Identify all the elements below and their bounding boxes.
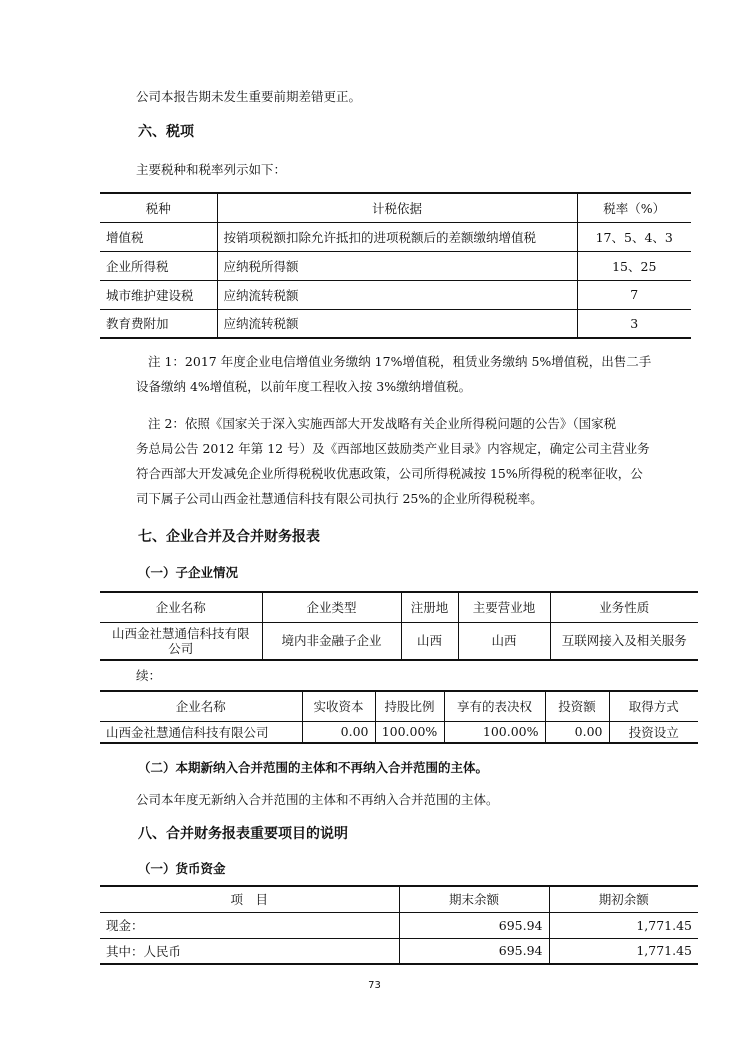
note-2-line-3: 符合西部大开发减免企业所得税税收优惠政策，公司所得税减按 15%所得税的税率征收，公: [136, 466, 643, 481]
tax-rate: 3: [577, 309, 691, 338]
cash-item: 现金：: [100, 912, 399, 938]
table-row: [100, 938, 698, 964]
tax-basis: 应纳税所得额: [217, 251, 577, 280]
cash-begin: 1,771.45: [549, 938, 698, 964]
note-1-line-2: 设备缴纳 4%增值税，以前年度工程收入按 3%缴纳增值税。: [136, 379, 472, 394]
cash-item: 其中：人民币: [100, 938, 399, 964]
tax-table-header: [100, 193, 691, 222]
capital-header-invest: 投资额: [545, 691, 609, 721]
tax-rate: 7: [577, 280, 691, 309]
tax-rate: 15、25: [577, 251, 691, 280]
table-row: [100, 222, 691, 251]
table-row: [100, 912, 698, 938]
cash-header-end: 期末余额: [399, 886, 549, 912]
tax-rate: 17、5、4、3: [577, 222, 691, 251]
subsidiary-header-name: 企业名称: [100, 592, 262, 622]
table-row: [100, 622, 698, 660]
capital-invest: 0.00: [545, 721, 609, 743]
subsidiary-header-reg: 注册地: [401, 592, 458, 622]
cash-table: [100, 885, 698, 965]
cash-end: 695.94: [399, 938, 549, 964]
cash-table-header: [100, 886, 698, 912]
capital-name: 山西金社慧通信科技有限公司: [100, 721, 302, 743]
tax-type: 城市维护建设税: [100, 280, 217, 309]
section-8-title: 八、合并财务报表重要项目的说明: [138, 826, 348, 842]
subsidiary-subtitle: （一）子企业情况: [138, 565, 239, 580]
cash-header-begin: 期初余额: [549, 886, 698, 912]
tax-table-lead: 主要税种和税率列示如下：: [136, 162, 287, 177]
intro-text: 公司本报告期未发生重要前期差错更正。: [136, 89, 362, 104]
capital-header-method: 取得方式: [609, 691, 698, 721]
table-row: [100, 280, 691, 309]
tax-basis: 应纳流转税额: [217, 280, 577, 309]
subsidiary-place: 山西: [458, 622, 550, 660]
capital-method: 投资设立: [609, 721, 698, 743]
cash-subtitle: （一）货币资金: [138, 861, 226, 876]
capital-header-share: 持股比例: [375, 691, 444, 721]
subsidiary-reg: 山西: [401, 622, 458, 660]
subsidiary-header-business: 业务性质: [550, 592, 698, 622]
capital-table-header: [100, 691, 698, 721]
tax-table: [100, 192, 691, 339]
subsidiary-header-place: 主要营业地: [458, 592, 550, 622]
note-2-line-1: 注 2：依照《国家关于深入实施西部大开发战略有关企业所得税问题的公告》（国家税: [148, 416, 617, 431]
note-2-line-2: 务总局公告 2012 年第 12 号）及《西部地区鼓励类产业目录》内容规定，确定公司主营业务: [136, 441, 650, 456]
page-number: 73: [368, 980, 381, 991]
table-row: [100, 309, 691, 338]
section-7-title: 七、企业合并及合并财务报表: [138, 529, 320, 545]
capital-vote: 100.00%: [444, 721, 545, 743]
cash-end: 695.94: [399, 912, 549, 938]
tax-header-rate: 税率（%）: [577, 193, 691, 222]
cash-header-item: 项 目: [100, 886, 399, 912]
continued-label: 续：: [136, 668, 162, 683]
note-2-line-4: 司下属子公司山西金社慧通信科技有限公司执行 25%的企业所得税税率。: [136, 491, 543, 506]
cash-begin: 1,771.45: [549, 912, 698, 938]
capital-header-paid: 实收资本: [302, 691, 375, 721]
table-row: [100, 721, 698, 743]
tax-type: 企业所得税: [100, 251, 217, 280]
tax-basis: 应纳流转税额: [217, 309, 577, 338]
section-6-title: 六、税项: [138, 124, 194, 140]
tax-basis: 按销项税额扣除允许抵扣的进项税额后的差额缴纳增值税: [217, 222, 577, 251]
tax-type: 教育费附加: [100, 309, 217, 338]
capital-share: 100.00%: [375, 721, 444, 743]
scope-change-subtitle: （二）本期新纳入合并范围的主体和不再纳入合并范围的主体。: [138, 760, 489, 775]
tax-header-basis: 计税依据: [217, 193, 577, 222]
tax-header-type: 税种: [100, 193, 217, 222]
subsidiary-capital-table: [100, 690, 698, 744]
capital-paid: 0.00: [302, 721, 375, 743]
capital-header-name: 企业名称: [100, 691, 302, 721]
subsidiary-table-header: [100, 592, 698, 622]
subsidiary-header-type: 企业类型: [262, 592, 401, 622]
subsidiary-business: 互联网接入及相关服务: [550, 622, 698, 660]
capital-header-vote: 享有的表决权: [444, 691, 545, 721]
subsidiary-name: 山西金社慧通信科技有限公司: [100, 622, 262, 660]
subsidiary-table: [100, 591, 698, 661]
subsidiary-type: 境内非金融子企业: [262, 622, 401, 660]
tax-type: 增值税: [100, 222, 217, 251]
scope-change-text: 公司本年度无新纳入合并范围的主体和不再纳入合并范围的主体。: [136, 792, 499, 807]
table-row: [100, 251, 691, 280]
note-1-line-1: 注 1：2017 年度企业电信增值业务缴纳 17%增值税，租赁业务缴纳 5%增值税，出售二手: [148, 354, 652, 369]
